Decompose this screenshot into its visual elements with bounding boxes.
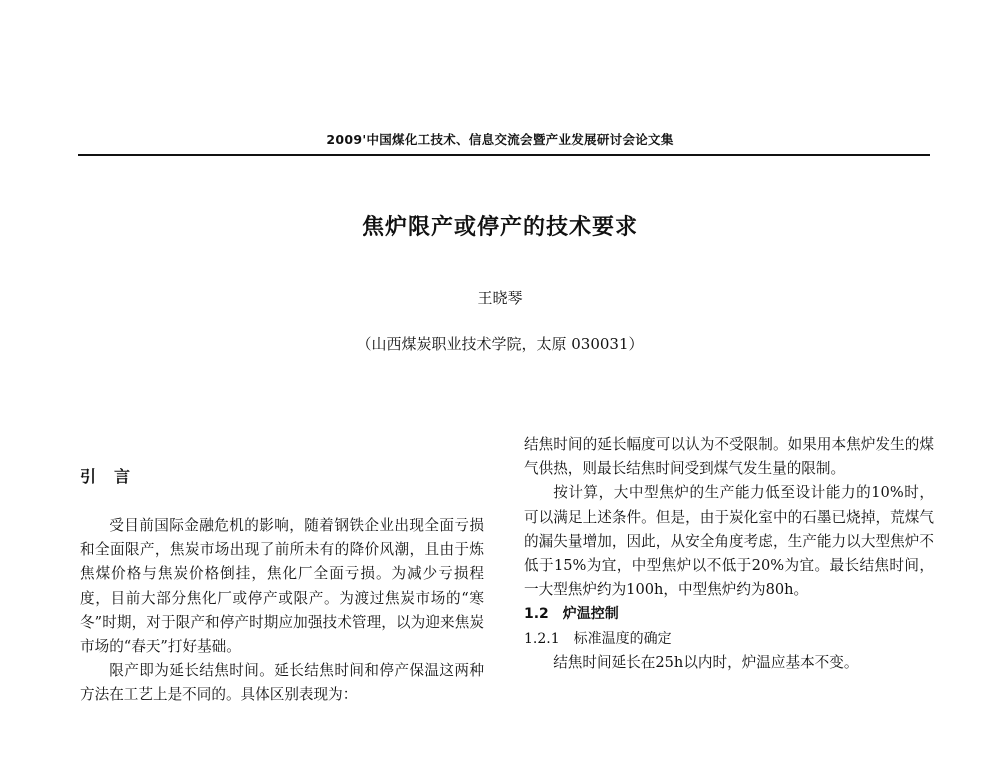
right-paragraph-2: 按计算，大中型焦炉的生产能力低至设计能力的10%时，可以满足上述条件。但是，由于炭化室中的石墨已烧掉，荒煤气的漏失量增加，因此，从安全角度考虑，生产能力以大型焦炉不低于15%为宜，中型焦炉以不低于20%为宜。最长结焦时间，一大型焦炉约为100h，中型焦炉约为80h。: [524, 484, 934, 599]
header-rule: [78, 154, 930, 156]
section-heading-introduction: 引言: [80, 467, 149, 486]
right-paragraph-1: 结焦时间的延长幅度可以认为不受限制。如果用本焦炉发生的煤气供热，则最长结焦时间受到煤气发生量的限制。: [524, 436, 934, 478]
intro-paragraph-2: 限产即为延长结焦时间。延长结焦时间和停产保温这两种方法在工艺上是不同的。具体区别表现为：: [80, 662, 484, 704]
author-name: 王晓琴: [477, 289, 523, 307]
subsection-heading-1-2-1: 1.2.1 标准温度的确定: [524, 630, 672, 647]
left-column: [80, 514, 484, 708]
subsection-heading-1-2: 1.2 炉温控制: [524, 606, 619, 623]
intro-paragraph-1: 受目前国际金融危机的影响，随着钢铁企业出现全面亏损和全面限产，焦炭市场出现了前所未有的降价风潮，且由于炼焦煤价格与焦炭价格倒挂，焦化厂全面亏损。为减少亏损程度，目前大部分焦化厂或停产或限产。为渡过焦炭市场的“寒冬”时期，对于限产和停产时期应加强技术管理，以为迎来焦炭市场的“春天”打好基础。: [80, 517, 484, 656]
right-column: [524, 433, 934, 675]
running-header: 2009'中国煤化工技术、信息交流会暨产业发展研讨会论文集: [326, 132, 674, 147]
paper-title: 焦炉限产或停产的技术要求: [361, 215, 638, 240]
right-paragraph-3: 结焦时间延长在25h以内时，炉温应基本不变。: [553, 653, 859, 671]
author-affiliation: （山西煤炭职业技术学院，太原 030031）: [356, 335, 644, 353]
